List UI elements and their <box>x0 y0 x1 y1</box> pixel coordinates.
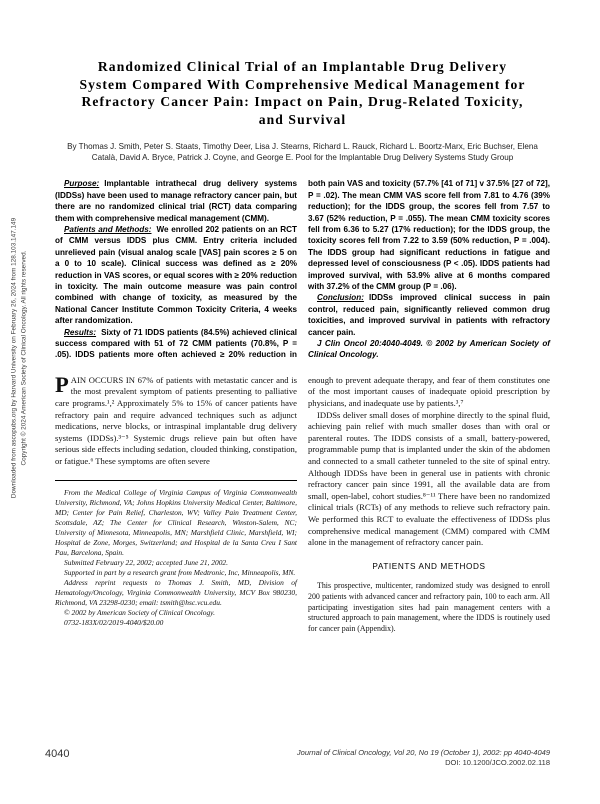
footnote-divider <box>55 480 297 481</box>
abstract-purpose-label: Purpose: <box>64 179 100 189</box>
body-text <box>55 371 550 634</box>
footer-journal-line: Journal of Clinical Oncology, Vol 20, No 19 (October 1), 2002: pp 4040-4049 <box>296 748 550 757</box>
abstract-conclusion <box>308 292 550 338</box>
abstract <box>55 178 550 361</box>
article-content <box>55 0 550 634</box>
footnotes-block <box>55 488 297 628</box>
body-paragraph-1-continuation: enough to prevent adequate therapy, and fear of them constitutes one of the most important causes of inadequate opioid prescription by physicians, and inadequate use by patients.³,⁷ <box>308 374 550 409</box>
footnote-support: Supported in part by a research grant from Medtronic, Inc, Minneapolis, MN. <box>64 567 296 577</box>
page-footer <box>45 748 550 768</box>
download-banner-line2: Copyright © 2024 American Society of Clinical Oncology. All rights reserved. <box>20 250 27 466</box>
abstract-patients-methods-label: Patients and Methods: <box>64 225 152 234</box>
methods-paragraph: This prospective, multicenter, randomized study was designed to enroll 200 patients with advanced cancer and refractory pain, 100 to each arm. All participating investigation sites had pain management centers with a structured approach to pain management, where the IDDS is routinely used for cancer pain (Appendix). <box>308 581 550 633</box>
abstract-results-label: Results: <box>64 327 97 337</box>
dropcap: P <box>55 371 69 397</box>
article-title: Randomized Clinical Trial of an Implantable Drug Delivery System Compared With Comprehensive Medical Management for Refractory Cancer Pain: Impact on Pain, Drug-Related Toxicity, and Survival <box>79 59 526 127</box>
abstract-conclusion-label: Conclusion: <box>317 293 364 303</box>
body-right-column <box>308 375 550 634</box>
section-heading-patients-methods: PATIENTS AND METHODS <box>372 561 486 571</box>
download-banner <box>10 164 29 552</box>
page-number: 4040 <box>45 748 70 760</box>
body-left-column <box>55 371 297 634</box>
body-paragraph-1 <box>55 371 297 468</box>
article-byline: By Thomas J. Smith, Peter S. Staats, Timothy Deer, Lisa J. Stearns, Richard L. Rauck, Richard L. Boortz-Marx, Eric Buchser, Elena Català, David A. Bryce, Patrick J. Coyne, and George E. Pool for the Implantable Drug Delivery Systems Study Group <box>67 142 538 163</box>
abstract-conclusion-text: IDDSs improved clinical success in pain control, reduced pain, significantly relieved common drug toxicities, and improved survival in patients with refractory cancer pain. <box>308 293 550 337</box>
body-paragraph-1-text: AIN OCCURS IN 67% of patients with metastatic cancer and is the most prevalent symptom of patients presenting to palliative care programs.¹,² Approximately 5% to 15% of cancer patients have refractory pain and require advanced techniques such as adjunct medications, nerve blocks, or intraspinal implantable drug delivery systems (IDDSs).³⁻⁵ Systemic drugs relieve pain but often have serious side effects including sedation, clouded thinking, constipation, or fatigue.⁶ These symptoms are often severe <box>55 374 297 467</box>
body-paragraph-2: IDDSs deliver small doses of morphine directly to the spinal fluid, achieving pain relief with much smaller doses than with oral or parenteral routes. The IDDS consists of a small, battery-powered, programmable pump that is implanted under the skin of the abdomen and connected to a small catheter tunneled to the site of spinal entry. Although IDDSs have been in general use in patients with chronic refractory cancer pain since 1991, all the available data are from small, open-label, cohort studies.⁸⁻¹¹ There have been no randomized clinical trials (RCTs) of any methods to relieve such refractory pain. We performed this RCT to evaluate the effectiveness of IDDSs plus comprehensive medical management (CMM) compared with CMM alone in the management of refractory cancer pain. <box>308 409 550 548</box>
abstract-patients-methods-text: We enrolled 202 patients on an RCT of CMM versus IDDS plus CMM. Entry criteria included unrelieved pain (visual analog scale [VAS] pain scores ≥ 5 on a 0 to 10 scale). Clinical success was defined as ≥ 20% reduction in VAS scores, or equal scores with ≥ 20% reduction in toxicity. The main outcome measure was pain control combined with change of toxicity, as measured by the National Cancer Institute Common Toxicity Criteria, 4 weeks after randomization. <box>55 225 297 326</box>
abstract-purpose-text: Implantable intrathecal drug delivery systems (IDDSs) have been used to manage refractory cancer pain, but there are no randomized clinical trial (RCT) data comparing them with comprehensive medical management (CMM). <box>55 179 297 223</box>
abstract-patients-methods <box>55 224 297 327</box>
footer-doi-line: DOI: 10.1200/JCO.2002.02.118 <box>445 758 550 767</box>
footnote-submitted: Submitted February 22, 2002; accepted June 21, 2002. <box>64 557 228 567</box>
footnote-copyright: © 2002 by American Society of Clinical Oncology. <box>64 607 215 617</box>
abstract-citation: J Clin Oncol 20:4040-4049. © 2002 by American Society of Clinical Oncology. <box>308 339 550 360</box>
download-banner-line1: Downloaded from ascopubs.org by Harvard University on February 26, 2024 from 128.103.147.149 <box>10 217 18 499</box>
abstract-results-text: Sixty of 71 IDDS patients (84.5%) achieved clinical success compared with 51 of 72 CMM patients (70.8%, P = .05). IDDS patients more often achieved ≥ 20% reduction in both pain VAS and toxicity (57.7% [41 of 71] v 37.5% [27 of 72], P = .02). The mean CMM VAS score fell from 7.81 to 4.76 (39% reduction); for the IDDS group, the scores fell from 7.57 to 3.67 (52% reduction, P = .055). The mean CMM toxicity scores fell from 6.36 to 5.27 (17% reduction); for the IDDS group, the toxicity scores fell from 7.22 to 3.59 (50% reduction, P = .004). The IDDS group had significant reductions in fatigue and depressed level of consciousness (P < .05). IDDS patients had improved survival, with 53.9% alive at 6 months compared with 37.2% of the CMM group (P = .06). <box>55 179 550 360</box>
footnote-reprints: Address reprint requests to Thomas J. Smith, MD, Division of Hematology/Oncology, Virginia Commonwealth University, MCV Box 980230, Richmond, VA 23298-0230; email: tsmith@hsc.vcu.edu. <box>55 577 297 607</box>
footnote-affiliations: From the Medical College of Virginia Campus of Virginia Commonwealth University, Richmond, VA; Johns Hopkins University Medical Center, Baltimore, MD; Center for Pain Relief, Charleston, WV; Valley Pain Treatment Center, Scottsdale, AZ; The Center for Clinical Research, Winston-Salem, NC; University of Minnesota, Minneapolis, MN; Marshfield Clinic, Marshfield, WI; Hospital de Zone, Morges, Switzerland; and Hospital de la Santa Creu I Sant Pau, Barcelona, Spain. <box>55 487 297 557</box>
footer-citation <box>297 748 550 768</box>
abstract-purpose <box>55 178 297 224</box>
footnote-issn-code: 0732-183X/02/2019-4040/$20.00 <box>64 617 164 627</box>
